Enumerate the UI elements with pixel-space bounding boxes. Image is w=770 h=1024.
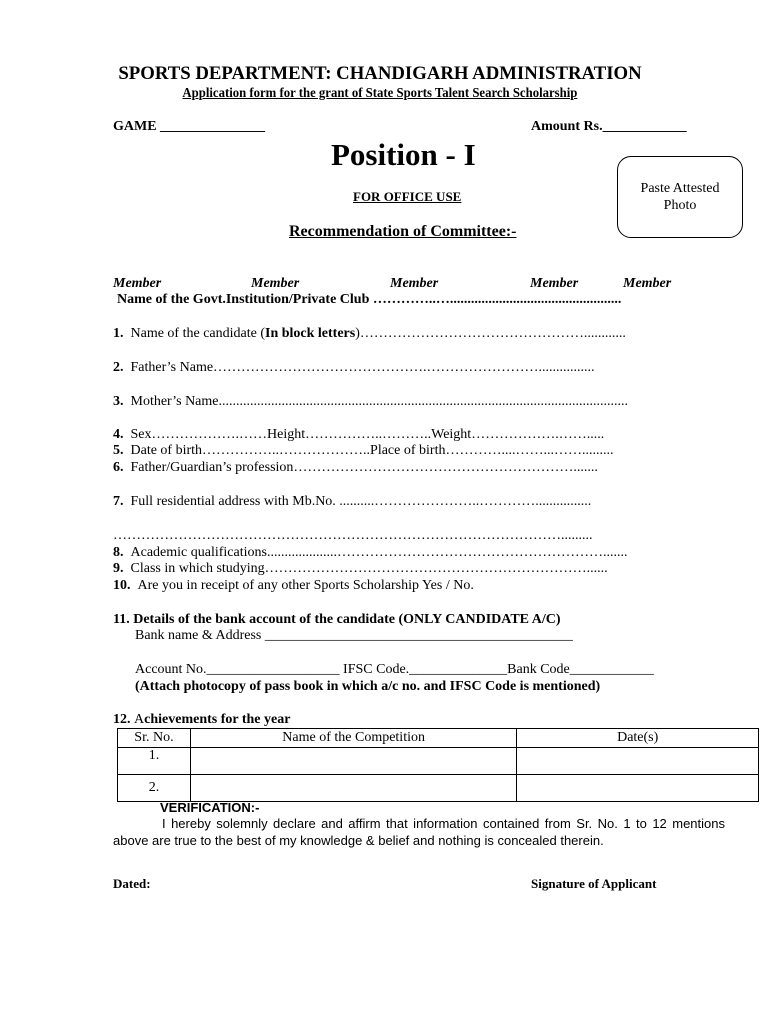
attach-note: (Attach photocopy of pass book in which a/c no. and IFSC Code is mentioned) [135,679,601,694]
recommendation-heading: Recommendation of Committee:- [289,223,517,240]
verification-heading: VERIFICATION:- [160,800,260,815]
column-header-sr-no: Sr. No. [118,729,191,748]
field-address[interactable] [113,494,591,510]
verification-text: I hereby solemnly declare and affirm that information contained from Sr. No. 1 to 12 mentions above are true to the best of my knowledge & belief and nothing is concealed therein. [113,816,725,848]
field-number: 10. [113,578,131,593]
table-row [118,775,759,802]
achievements-initial: A [134,712,145,727]
field-label: Mother’s Name..................................................................................................................... [130,394,628,409]
field-label: Full residential address with Mb.No. ..........…………………..…………................ [130,494,592,509]
page-subtitle: Application form for the grant of State Sports Talent Search Scholarship [182,86,578,101]
signature-label: Signature of Applicant [531,876,657,891]
institution-field[interactable]: Name of the Govt.Institution/Private Club …………..…................................................. [117,292,622,307]
field-number: 4. [113,427,124,442]
member-3: Member [390,276,439,291]
field-number: 5. [113,443,124,458]
field-label: Name of the candidate ( [130,326,265,341]
achievements-number: 12. [113,712,134,727]
field-class[interactable] [113,561,608,577]
field-label: Father/Guardian’s profession……………………………………………………....... [130,460,598,475]
field-candidate-name[interactable] [113,326,626,342]
achievements-heading [113,712,290,728]
office-use-label: FOR OFFICE USE [353,189,462,204]
field-number: 6. [113,460,124,475]
field-other-scholarship[interactable] [113,578,474,594]
column-header-dates: Date(s) [517,729,759,748]
bank-heading: 11. Details of the bank account of the candidate (ONLY CANDIDATE A/C) [113,612,561,627]
position-heading: Position - I [331,137,476,172]
field-label: Date of birth……………..………………..Place of birth…………....……...……......... [130,443,614,458]
achievements-table [117,728,759,802]
competition-cell[interactable] [190,775,516,802]
dates-cell[interactable] [517,775,759,802]
member-2: Member [251,276,300,291]
account-field[interactable]: Account No.___________________ IFSC Code.______________Bank Code____________ [135,662,654,677]
row-number: 1. [118,748,191,775]
achievements-title: chievements for the year [144,712,291,727]
amount-field[interactable]: Amount Rs.____________ [531,119,687,134]
field-number: 8. [113,545,124,560]
field-label: Are you in receipt of any other Sports Scholarship Yes / No. [137,578,474,593]
table-row [118,748,759,775]
field-label-emphasis: In block letters [265,326,356,341]
page-title: SPORTS DEPARTMENT: CHANDIGARH ADMINISTRATION [118,63,642,84]
member-5: Member [623,276,672,291]
competition-cell[interactable] [190,748,516,775]
field-sex-height-weight[interactable] [113,427,604,443]
field-label: Sex……………….……Height……………..………..Weight……………….……..... [130,427,605,442]
member-4: Member [530,276,579,291]
column-header-competition: Name of the Competition [190,729,516,748]
field-label: Class in which studying……………………………………………………………...... [130,561,608,576]
field-father-name[interactable] [113,360,595,376]
field-number: 1. [113,326,124,341]
field-birth[interactable] [113,443,613,459]
game-field[interactable]: GAME _______________ [113,119,266,134]
member-1: Member [113,276,162,291]
photo-box [617,156,743,238]
row-number: 2. [118,775,191,802]
field-address-line[interactable]: ……………………………………………………………………………………......... [113,528,593,543]
field-label: Father’s Name……………………………………….……………………................ [130,360,595,375]
table-header-row [118,729,759,748]
field-dots: )…………………………………………............ [355,326,626,341]
field-mother-name[interactable] [113,394,628,410]
photo-label: Paste Attested Photo [640,181,720,213]
field-number: 3. [113,394,124,409]
field-academic[interactable] [113,545,627,561]
bank-name-field[interactable]: Bank name & Address ____________________________________________ [135,628,573,643]
field-label: Academic qualifications....................…………………………………………………....... [130,545,628,560]
field-number: 9. [113,561,124,576]
dates-cell[interactable] [517,748,759,775]
dated-label: Dated: [113,876,151,891]
field-number: 2. [113,360,124,375]
field-guardian-profession[interactable] [113,460,598,476]
field-number: 7. [113,494,124,509]
